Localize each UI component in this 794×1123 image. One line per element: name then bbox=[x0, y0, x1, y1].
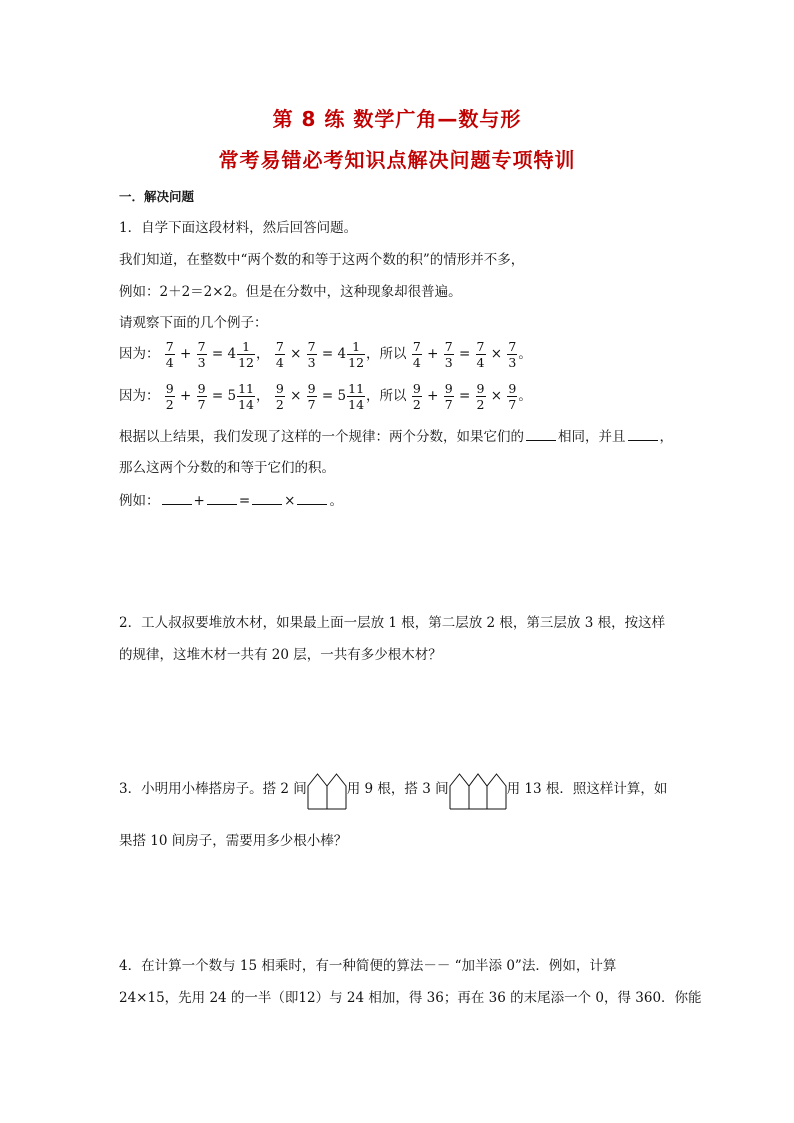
answer-blank[interactable] bbox=[297, 492, 327, 505]
fraction: $\frac{1}{12}$ bbox=[348, 339, 365, 370]
separator: ， bbox=[256, 346, 270, 362]
plus-sign: + bbox=[427, 346, 439, 362]
times-sign: × bbox=[290, 346, 302, 362]
fraction: $\frac{9}{2}$ bbox=[476, 381, 485, 412]
q1-example-1 bbox=[119, 338, 532, 370]
plus-sign: + bbox=[193, 493, 205, 509]
rule-text-a: 根据以上结果，我们发现了这样的一个规律：两个分数，如果它们的 bbox=[119, 429, 524, 445]
mixed-int: 4 bbox=[337, 346, 347, 362]
fraction: $\frac{7}{3}$ bbox=[444, 339, 453, 370]
answer-blank[interactable] bbox=[628, 428, 658, 441]
q1-line1: 1．自学下面这段材料，然后回答问题。 bbox=[119, 220, 358, 236]
equals-sign: = bbox=[211, 388, 224, 404]
example-prefix: 例如： bbox=[119, 493, 160, 509]
q3-text-3: 用 13 根．照这样计算，如 bbox=[506, 781, 668, 797]
section-heading: 一．解决问题 bbox=[119, 189, 195, 204]
q1-line2: 我们知道，在整数中“两个数的和等于这两个数的积”的情形并不多， bbox=[119, 252, 525, 268]
period: 。 bbox=[329, 493, 343, 509]
rule-text-c: ， bbox=[659, 429, 673, 445]
answer-blank[interactable] bbox=[252, 492, 282, 505]
q3-text-1: 3．小明用小棒搭房子。搭 2 间 bbox=[119, 781, 307, 797]
fraction: $\frac{7}{3}$ bbox=[197, 339, 206, 370]
times-sign: × bbox=[284, 493, 296, 509]
times-sign: × bbox=[490, 388, 503, 404]
mixed-int: 4 bbox=[227, 346, 237, 362]
fraction: $\frac{7}{3}$ bbox=[508, 339, 517, 370]
page-subtitle: 常考易错必考知识点解决问题专项特训 bbox=[218, 148, 576, 172]
answer-blank[interactable] bbox=[526, 428, 556, 441]
equals-sign: = bbox=[211, 346, 224, 362]
fraction: $\frac{11}{14}$ bbox=[238, 381, 255, 412]
fraction: $\frac{7}{4}$ bbox=[275, 339, 284, 370]
fraction: $\frac{9}{7}$ bbox=[197, 381, 206, 412]
q1-line8: 那么这两个分数的和等于它们的积。 bbox=[119, 460, 335, 476]
fraction: $\frac{9}{7}$ bbox=[307, 381, 316, 412]
q1-rule-line bbox=[119, 428, 673, 446]
answer-blank[interactable] bbox=[207, 492, 237, 505]
plus-sign: + bbox=[180, 388, 192, 404]
plus-sign: + bbox=[427, 388, 439, 404]
q2-line2: 的规律，这堆木材一共有 20 层，一共有多少根木材？ bbox=[119, 647, 442, 663]
fraction: $\frac{7}{4}$ bbox=[412, 339, 421, 370]
so-text: ，所以 bbox=[366, 346, 407, 362]
fraction: $\frac{7}{3}$ bbox=[307, 339, 316, 370]
fraction: $\frac{9}{2}$ bbox=[275, 381, 284, 412]
mixed-int: 5 bbox=[227, 388, 237, 404]
q1-example-2 bbox=[119, 380, 532, 412]
period: 。 bbox=[518, 388, 532, 404]
q1-line4: 请观察下面的几个例子： bbox=[119, 315, 268, 331]
q1-line3: 例如：2＋2＝2×2。但是在分数中，这种现象却很普遍。 bbox=[119, 284, 462, 300]
equals-sign: = bbox=[321, 346, 334, 362]
q1-example-line bbox=[119, 492, 343, 510]
separator: ， bbox=[256, 388, 270, 404]
fraction: $\frac{9}{7}$ bbox=[444, 381, 453, 412]
fraction: $\frac{9}{7}$ bbox=[508, 381, 517, 412]
fraction: $\frac{7}{4}$ bbox=[476, 339, 485, 370]
fraction: $\frac{11}{14}$ bbox=[348, 381, 365, 412]
three-houses-figure bbox=[449, 772, 507, 810]
ex1-prefix: 因为： bbox=[119, 346, 160, 362]
equals-sign: = bbox=[238, 493, 251, 509]
fraction: $\frac{9}{2}$ bbox=[412, 381, 421, 412]
period: 。 bbox=[518, 346, 532, 362]
ex2-prefix: 因为： bbox=[119, 388, 160, 404]
plus-sign: + bbox=[180, 346, 192, 362]
fraction: $\frac{9}{2}$ bbox=[165, 381, 174, 412]
so-text: ，所以 bbox=[366, 388, 407, 404]
equals-sign: = bbox=[321, 388, 334, 404]
times-sign: × bbox=[290, 388, 302, 404]
fraction: $\frac{7}{4}$ bbox=[165, 339, 174, 370]
fraction: $\frac{1}{12}$ bbox=[238, 339, 255, 370]
q3-line1 bbox=[119, 768, 667, 810]
two-houses-figure bbox=[307, 772, 347, 810]
q3-text-2: 用 9 根，搭 3 间 bbox=[346, 781, 449, 797]
q4-line2: 24×15，先用 24 的一半（即12）与 24 相加，得 36；再在 36 的末尾添一个 0，得 360．你能 bbox=[119, 990, 702, 1006]
answer-blank[interactable] bbox=[162, 492, 192, 505]
equals-sign: = bbox=[458, 346, 471, 362]
rule-text-b: 相同，并且 bbox=[558, 429, 626, 445]
q3-line2: 果搭 10 间房子，需要用多少根小棒？ bbox=[119, 833, 348, 849]
times-sign: × bbox=[490, 346, 503, 362]
page-title: 第 8 练 数学广角—数与形 bbox=[272, 107, 522, 131]
equals-sign: = bbox=[458, 388, 471, 404]
q2-line1: 2．工人叔叔要堆放木材，如果最上面一层放 1 根，第二层放 2 根，第三层放 3 根，按这样 bbox=[119, 615, 666, 631]
mixed-int: 5 bbox=[337, 388, 347, 404]
q4-line1: 4．在计算一个数与 15 相乘时，有一种简便的算法－－ “加半添 0”法．例如，计算 bbox=[119, 958, 617, 974]
